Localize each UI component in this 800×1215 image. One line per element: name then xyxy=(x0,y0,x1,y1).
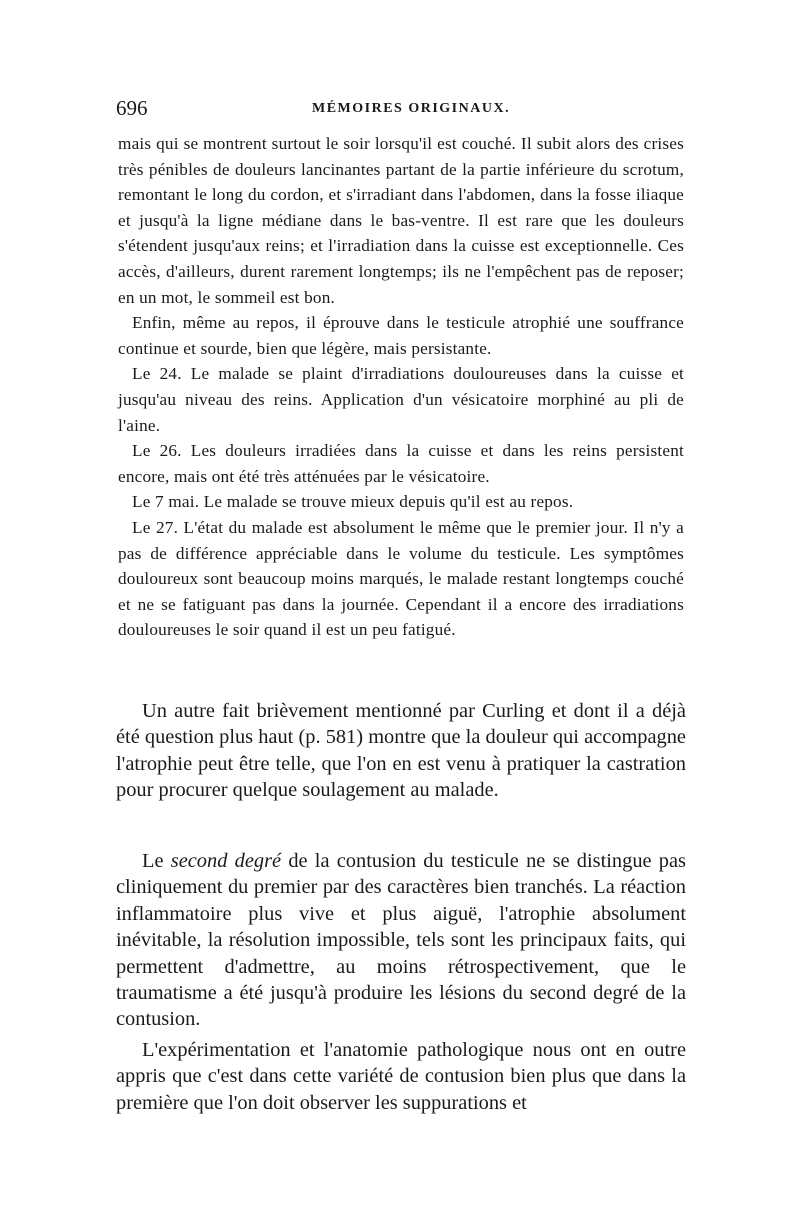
case-note-paragraph: mais qui se montrent surtout le soir lorsqu'il est couché. Il subit alors des crises très pénibles de douleurs lancinantes partant de la partie inférieure du scrotum, remontant le long du cordon, et s'irradiant dans l'abdomen, dans la fosse iliaque et jusqu'à la ligne médiane dans le bas-ventre. Il est rare que les douleurs s'étendent jusqu'aux reins; et l'irradiation dans la cuisse est exceptionnelle. Ces accès, d'ailleurs, durent rarement longtemps; ils ne l'empêchent pas de reposer; en un mot, le sommeil est bon. xyxy=(118,134,684,307)
case-note-paragraph: Le 27. L'état du malade est absolument le même que le premier jour. Il n'y a pas de différence appréciable dans le volume du testicule. Les symptômes douloureux sont beaucoup moins marqués, le malade restant longtemps couché et ne se fatiguant pas dans la journée. Cependant il a encore des irradiations douloureuses le soir quand il est un peu fatigué. xyxy=(118,517,684,640)
case-note-paragraph: Enfin, même au repos, il éprouve dans le testicule atrophié une souffrance continue et sourde, bien que légère, mais persistante. xyxy=(118,313,684,358)
second-degree-rest: de la contusion du testicule ne se distingue pas cliniquement du premier par des caractères bien tranchés. La réaction inflammatoire plus vive et plus aiguë, l'atrophie absolument inévitable, la résolution impossible, tels sont les principaux faits, qui permettent d'admettre, au moins rétrospectivement, que le traumatisme a été jusqu'à produire les lésions du second degré de la contusion. xyxy=(116,850,686,1031)
running-title: MÉMOIRES ORIGINAUX. xyxy=(312,101,511,116)
main-text-curling xyxy=(116,698,686,804)
case-note-paragraph: Le 7 mai. Le malade se trouve mieux depuis qu'il est au repos. xyxy=(132,492,574,512)
body-paragraph: Un autre fait brièvement mentionné par Curling et dont il a déjà été question plus haut (p. 581) montre que la douleur qui accompagne l'atrophie peut être telle, que l'on en est venu à pratiquer la castration pour procurer quelque soulagement au malade. xyxy=(116,700,686,802)
case-note-paragraph: Le 24. Le malade se plaint d'irradiations douloureuses dans la cuisse et jusqu'au niveau des reins. Application d'un vésicatoire morphiné au pli de l'aine. xyxy=(118,364,684,435)
body-paragraph: L'expérimentation et l'anatomie pathologique nous ont en outre appris que c'est dans cette variété de contusion bien plus que dans la première que l'on doit observer les suppurations et xyxy=(116,1038,686,1114)
second-degree-term: second degré xyxy=(170,850,282,872)
second-degree-lead: Le xyxy=(142,850,164,872)
case-note-paragraph: Le 26. Les douleurs irradiées dans la cuisse et dans les reins persistent encore, mais ont été très atténuées par le vésicatoire. xyxy=(118,441,684,486)
main-text-second-degree xyxy=(116,848,686,1116)
page-number: 696 xyxy=(116,96,148,120)
page-header xyxy=(116,96,686,124)
body-paragraph xyxy=(116,848,686,1033)
case-notes xyxy=(118,131,684,643)
